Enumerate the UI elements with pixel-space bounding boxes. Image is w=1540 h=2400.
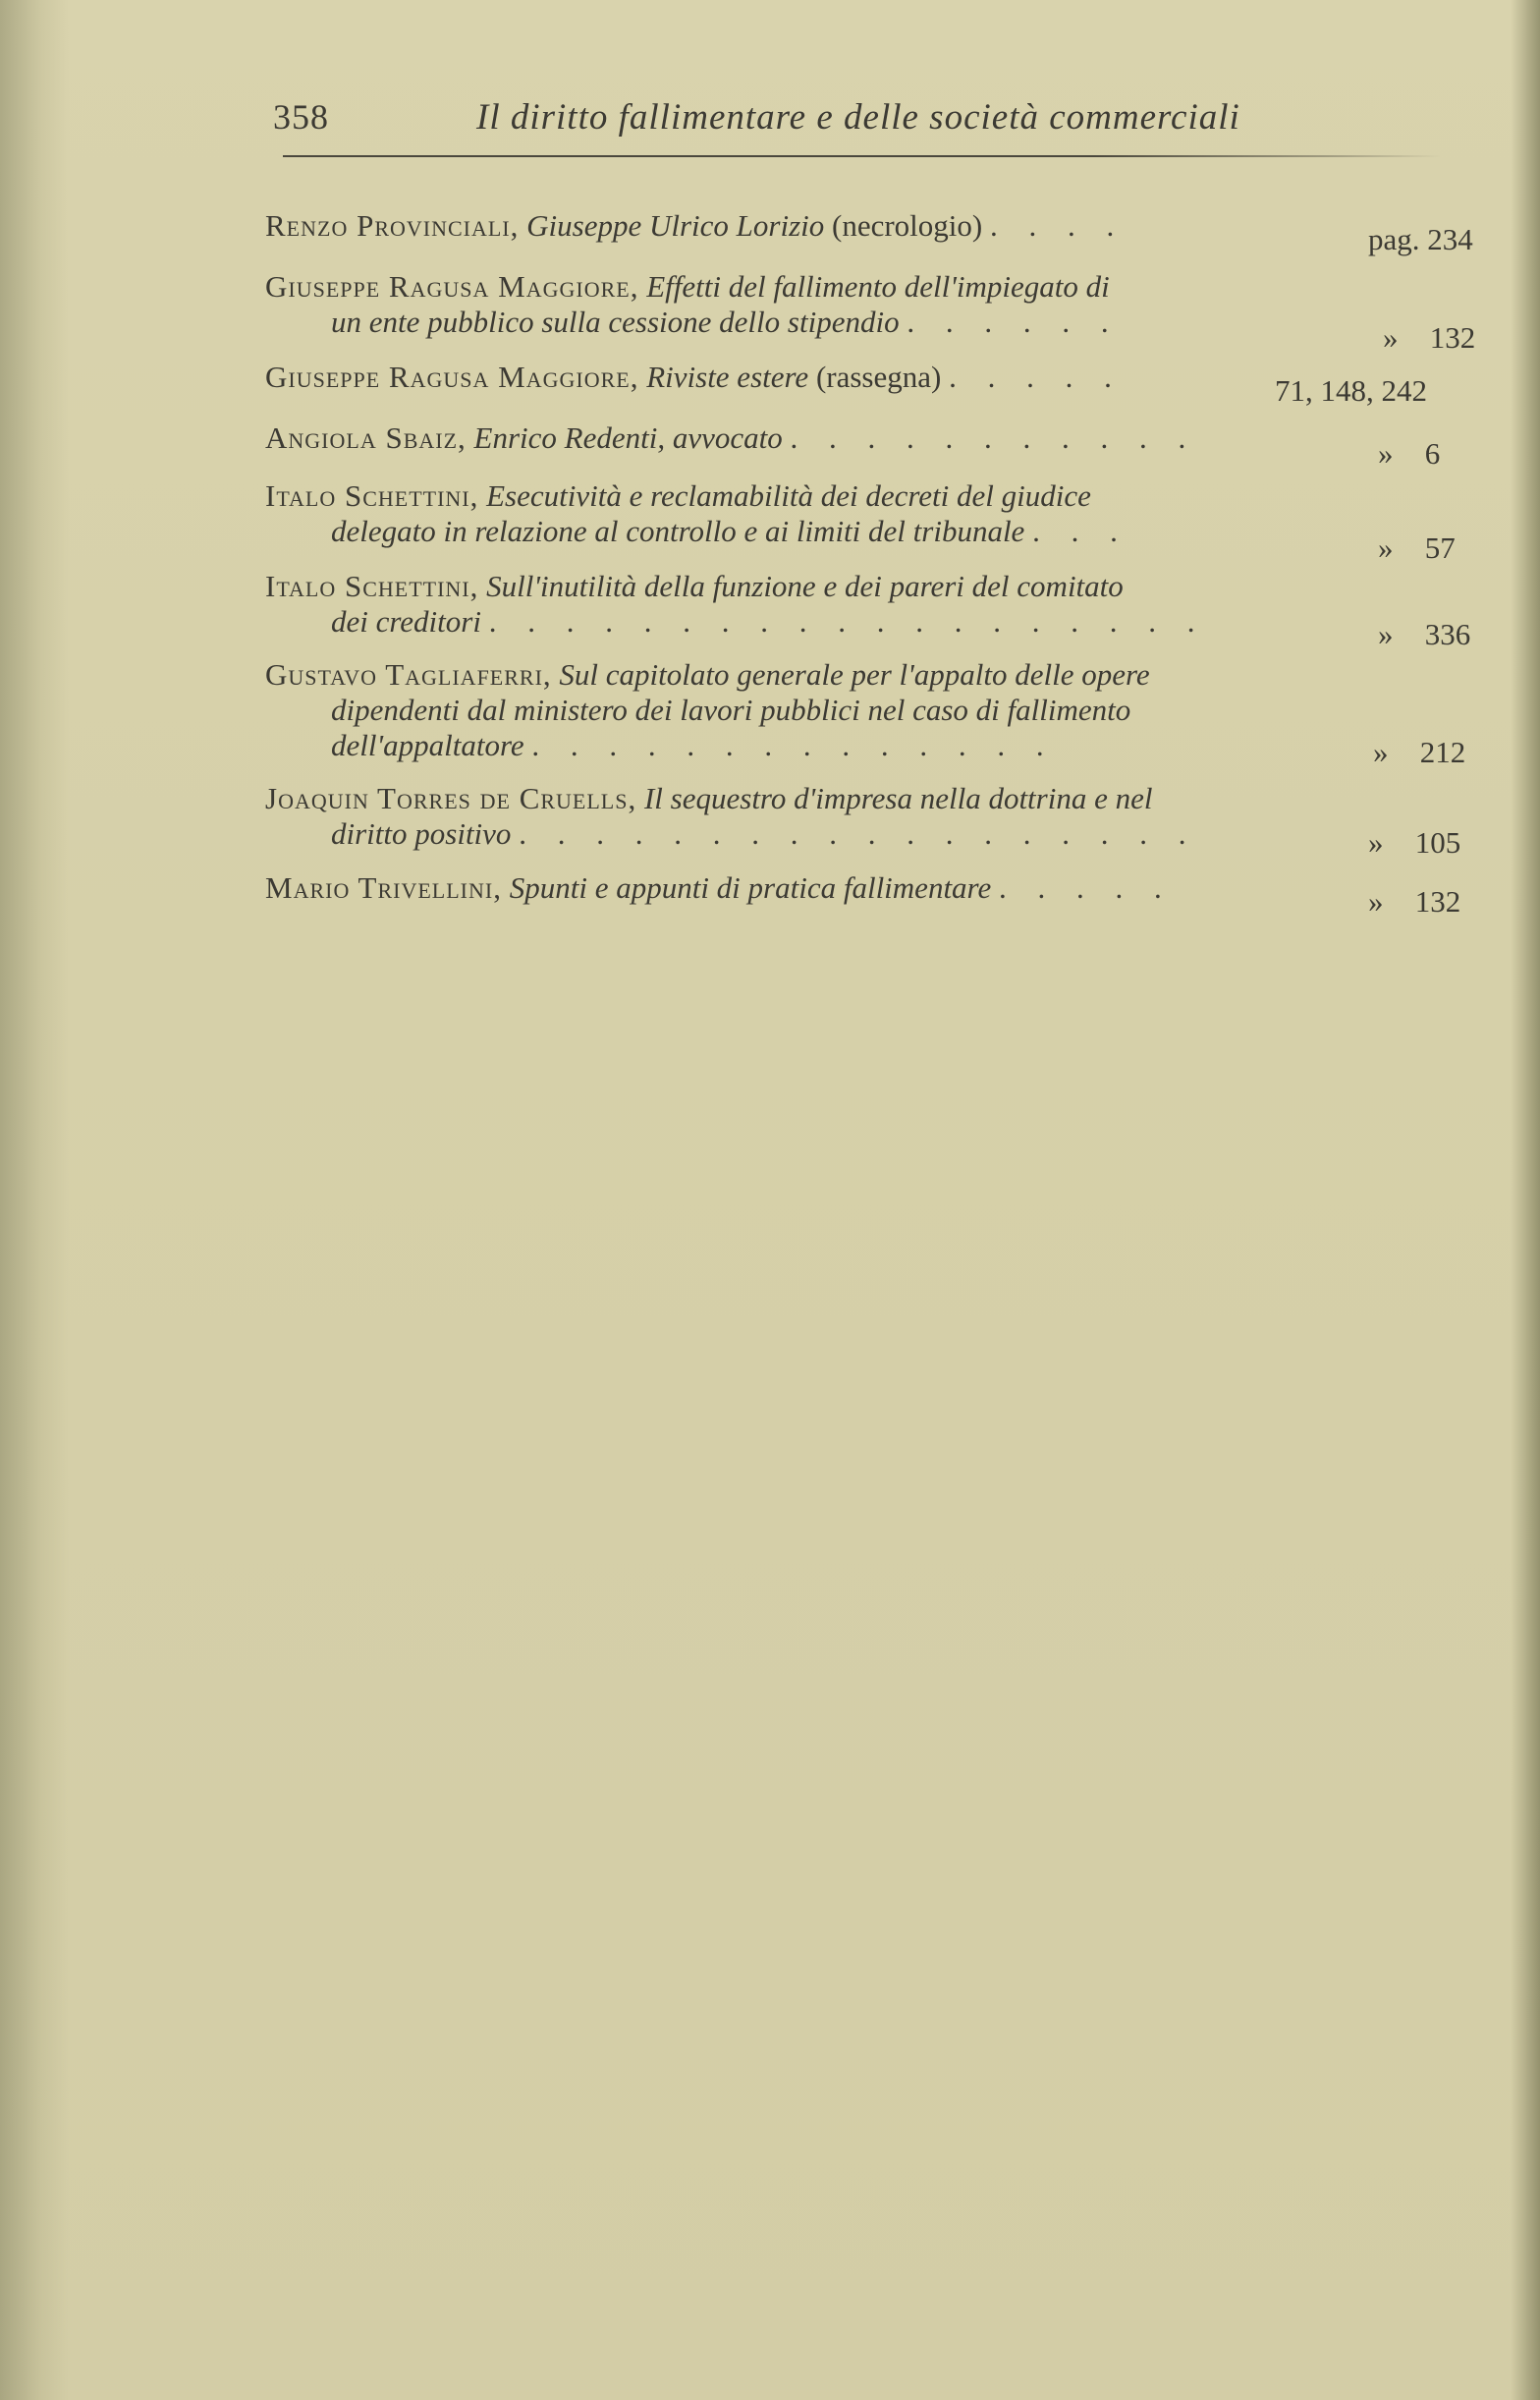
entry-title: Il sequestro d'impresa nella dottrina e nel	[643, 781, 1153, 815]
entry-page-reference	[1378, 436, 1440, 472]
entry-author: Italo Schettini,	[265, 569, 479, 603]
entry-title: Riviste estere	[646, 360, 809, 394]
page-abbreviation: pag.	[1368, 222, 1420, 256]
page-value: 336	[1424, 617, 1471, 651]
index-entry	[265, 657, 1336, 763]
entry-page-reference	[1275, 373, 1427, 409]
index-entry	[265, 478, 1336, 549]
entry-note: (necrologio)	[832, 208, 983, 243]
entry-title-continued: dipendenti dal ministero dei lavori pubblici nel caso di fallimento	[331, 693, 1131, 727]
entry-author: Giuseppe Ragusa Maggiore,	[265, 269, 639, 304]
entry-title: Sull'inutilità della funzione e dei pareri del comitato	[486, 569, 1124, 603]
entry-author: Italo Schettini,	[265, 478, 479, 513]
page-number: 358	[273, 97, 329, 137]
index-entry	[265, 208, 1336, 244]
entry-leaders: . . . . . . . . . . . . . . . . . . .	[488, 604, 1207, 639]
index-entry	[265, 781, 1336, 852]
entry-title-continued: diritto positivo	[331, 816, 512, 851]
entry-page-reference	[1368, 884, 1460, 920]
page-value: 57	[1424, 530, 1456, 565]
page-value: 105	[1414, 825, 1461, 860]
entry-note: (rassegna)	[815, 360, 942, 394]
entry-title: Spunti e appunti di pratica fallimentare	[509, 870, 992, 905]
entry-title-continued: delegato in relazione al controllo e ai limiti del tribunale	[331, 514, 1025, 548]
ditto-mark: »	[1378, 617, 1394, 651]
page-value: 132	[1414, 884, 1461, 919]
index-entry	[265, 420, 1336, 456]
ditto-mark: »	[1383, 320, 1399, 355]
entry-author: Renzo Provinciali,	[265, 208, 520, 243]
entry-author: Joaquin Torres de Cruells,	[265, 781, 637, 815]
entry-page-reference	[1378, 530, 1456, 566]
entry-page-reference	[1383, 320, 1475, 356]
entry-leaders: . . . . .	[998, 870, 1174, 905]
running-title: Il diritto fallimentare e delle società commerciali	[476, 97, 1240, 138]
index-entry	[265, 269, 1336, 340]
entry-title: Sul capitolato generale per l'appalto delle opere	[559, 657, 1150, 692]
entry-leaders: . . .	[1032, 514, 1129, 548]
entry-author: Gustavo Tagliaferri,	[265, 657, 552, 692]
ditto-mark: »	[1368, 884, 1384, 919]
entry-page-reference	[1368, 222, 1473, 257]
entry-page-reference	[1378, 617, 1470, 652]
ditto-mark: »	[1378, 436, 1394, 471]
entry-title-continued: dei creditori	[331, 604, 481, 639]
page-value: 132	[1429, 320, 1476, 355]
entry-title: Effetti del fallimento dell'impiegato di	[646, 269, 1110, 304]
entry-title: Enrico Redenti, avvocato	[473, 420, 783, 455]
entry-title: Giuseppe Ulrico Lorizio	[526, 208, 825, 243]
entry-leaders: . . . . . . . . . . . . . . . . . .	[519, 816, 1198, 851]
page-value: 212	[1419, 735, 1466, 769]
entry-title-continued: dell'appaltatore	[331, 728, 524, 762]
index-entry	[265, 360, 1336, 395]
entry-leaders: . . . . . .	[907, 305, 1121, 339]
entry-title: Esecutività e reclamabilità dei decreti del giudice	[486, 478, 1091, 513]
entry-leaders: . . . . . . . . . . . . . .	[531, 728, 1056, 762]
ditto-mark: »	[1373, 735, 1389, 769]
entry-leaders: . . . . .	[949, 360, 1124, 394]
entry-title-continued: un ente pubblico sulla cessione dello stipendio	[331, 305, 900, 339]
page-value: 234	[1427, 222, 1473, 256]
ditto-mark: »	[1368, 825, 1384, 860]
page-value: 71, 148, 242	[1275, 373, 1427, 408]
entry-author: Mario Trivellini,	[265, 870, 502, 905]
index-entry	[265, 569, 1336, 640]
entry-author: Giuseppe Ragusa Maggiore,	[265, 360, 639, 394]
entry-page-reference	[1373, 735, 1465, 770]
entry-page-reference	[1368, 825, 1460, 861]
entry-leaders: . . . . . . . . . . .	[790, 420, 1198, 455]
page-value: 6	[1424, 436, 1441, 471]
entry-author: Angiola Sbaiz,	[265, 420, 467, 455]
entry-leaders: . . . .	[989, 208, 1127, 243]
ditto-mark: »	[1378, 530, 1394, 565]
index-entry	[265, 870, 1336, 906]
